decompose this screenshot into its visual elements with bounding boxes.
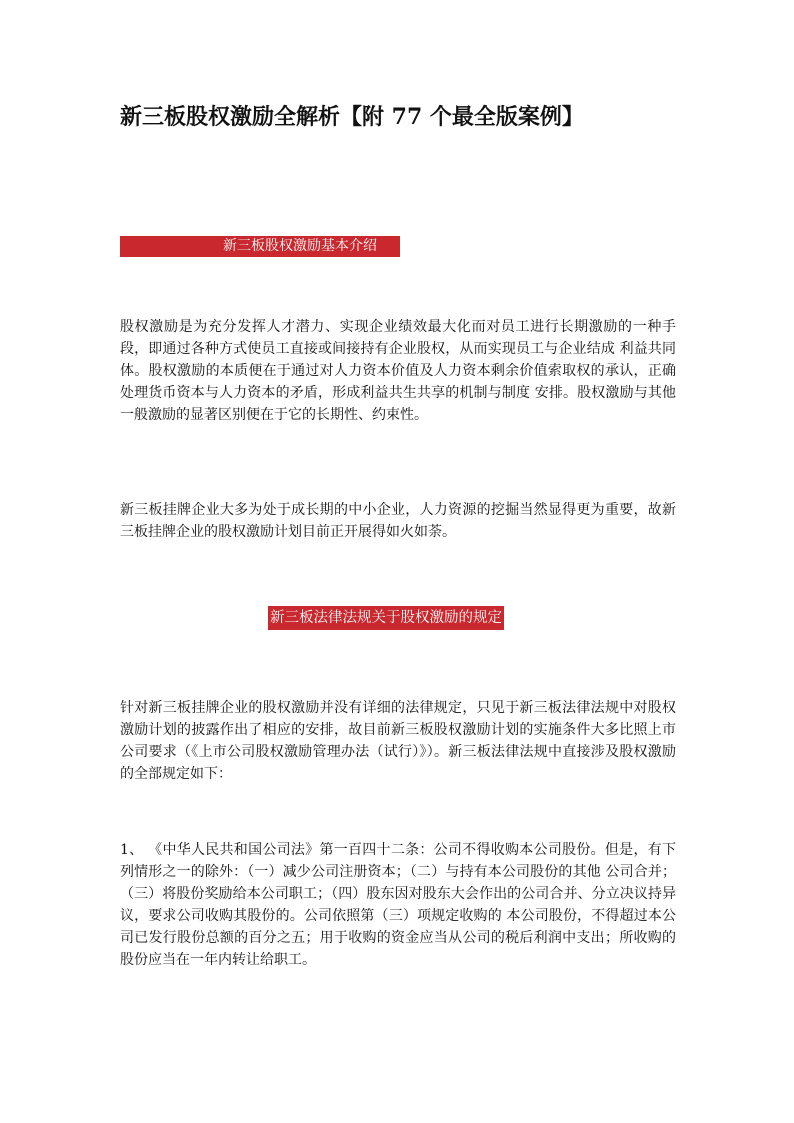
paragraph-legal-overview: 针对新三板挂牌企业的股权激励并没有详细的法律规定，只见于新三板法律法规中对股权激励计划的披露作出了相应的安排，故目前新三板股权激励计划的实施条件大多比照上市公司要求（《上市公司股权激励管理办法（试行）》）。新三板法律法规中直接涉及股权激励的全部规定如下： xyxy=(120,700,676,782)
paragraph-company-law-article-142: 1、 《中华人民共和国公司法》第一百四十二条：公司不得收购本公司股份。但是，有下列情形之一的除外：（一）减少公司注册资本；（二）与持有本公司股份的其他 公司合并；（三）将股份奖励给本公司职工；（四）股东因对股东大会作出的公司合并、分立决议持异议，要求公司收购其股份的。公司依照第（三）项规定收购的 本公司股份，不得超过本公司已发行股份总额的百分之五；用于收购的资金应当从公司的税后利润中支出；所收购的股份应当在一年内转让给职工。 xyxy=(120,842,676,968)
paragraph-neeq-enterprises: 新三板挂牌企业大多为处于成长期的中小企业，人力资源的挖掘当然显得更为重要，故新三板挂牌企业的股权激励计划目前正开展得如火如荼。 xyxy=(120,502,676,540)
section-heading-legal-regulations: 新三板法律法规关于股权激励的规定 xyxy=(268,606,504,630)
paragraph-equity-incentive-definition: 股权激励是为充分发挥人才潜力、实现企业绩效最大化而对员工进行长期激励的一种手段，即通过各种方式使员工直接或间接持有企业股权，从而实现员工与企业结成 利益共同体。股权激励的本质便在于通过对人力资本价值及人力资本剩余价值索取权的承认，正确处理货币资本与人力资本的矛盾，形成利益共生共享的机制与制度 安排。股权激励与其他一般激励的显著区别便在于它的长期性、约束性。 xyxy=(120,319,676,423)
document-title: 新三板股权激励全解析【附 77 个最全版案例】 xyxy=(120,104,584,130)
section-heading-basic-intro: 新三板股权激励基本介绍 xyxy=(223,238,377,254)
